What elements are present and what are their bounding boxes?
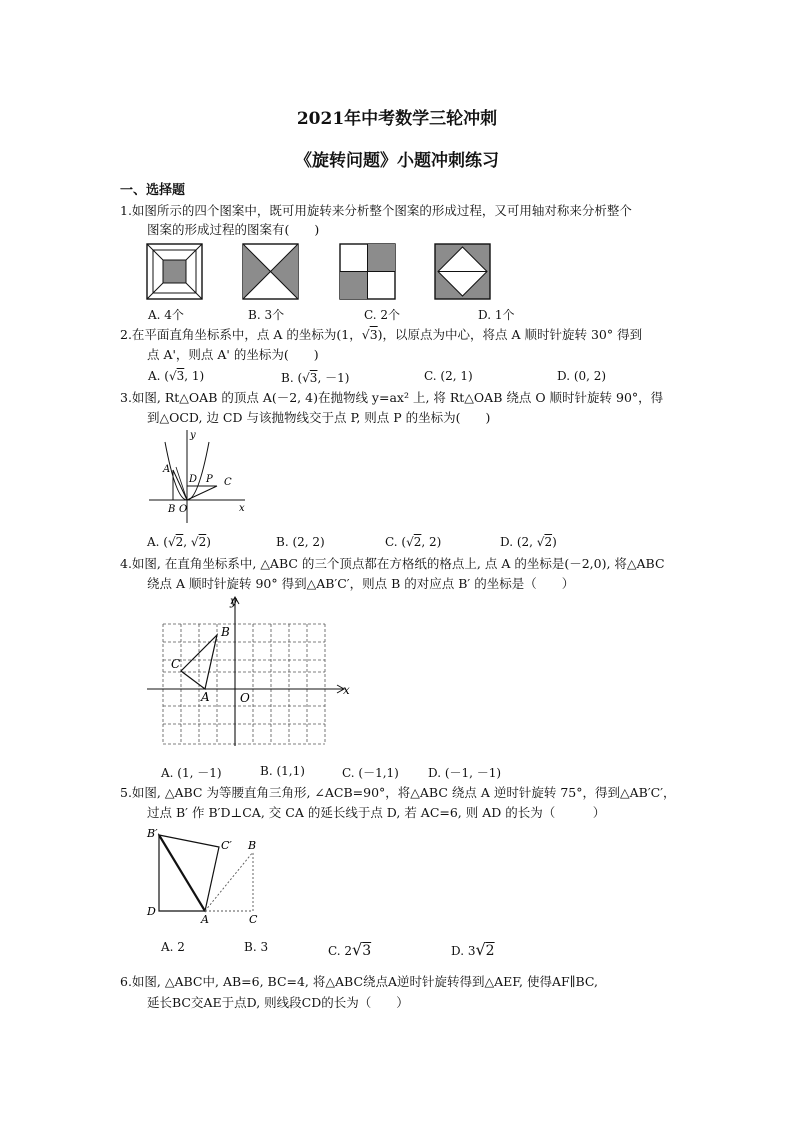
q1-patterns-figure (146, 243, 566, 301)
q5-stem-line1: 5.如图, △ABC 为等腰直角三角形, ∠ACB=90°，将△ABC 绕点 A 逆时针旋转 75°，得到△AB′C′， (120, 785, 676, 800)
q4-grid-figure (143, 594, 358, 749)
q5-label-b: B (248, 839, 257, 852)
q5-original-triangle (205, 852, 253, 911)
q5-label-a: A (201, 913, 209, 925)
section-heading: 一、选择题 (120, 183, 186, 198)
q2-stem-line2: 点 A'，则点 A' 的坐标为( ) (147, 347, 319, 362)
q4-dashed-grid (163, 624, 325, 744)
q4-option-c[interactable]: C. (－1,1) (342, 766, 399, 780)
q1-pattern-a (147, 244, 202, 299)
q1-option-c[interactable]: C. 2个 (364, 308, 401, 322)
q1-option-b[interactable]: B. 3个 (248, 308, 285, 322)
q4-option-d[interactable]: D. (－1, －1) (428, 766, 502, 780)
q1-pattern-b (243, 244, 298, 299)
q5-segment-bpa (159, 835, 205, 911)
q3-stem-line1: 3.如图, Rt△OAB 的顶点 A(－2, 4)在抛物线 y=ax² 上, 将 Rt△OAB 绕点 O 顺时针旋转 90°，得 (120, 390, 664, 405)
q5-option-d[interactable]: D. 3√2 (451, 940, 495, 959)
q1-pattern-d (435, 244, 490, 299)
q2-option-d[interactable]: D. (0, 2) (557, 369, 607, 383)
q3-label-a: A (163, 464, 171, 475)
q6-stem-line2: 延长BC交AE于点D, 则线段CD的长为（ ） (147, 995, 409, 1010)
q1-stem-line1: 1.如图所示的四个图案中，既可用旋转来分析整个图案的形成过程，又可用轴对称来分析整个 (120, 203, 632, 218)
q3-label-c: C (224, 477, 232, 488)
q4-label-y: y (230, 594, 237, 608)
q4-stem-line2: 绕点 A 顺时针旋转 90° 得到△AB′C′，则点 B 的对应点 B′ 的坐标是（ ） (147, 576, 575, 591)
q4-label-c: C (171, 657, 181, 671)
q2-stem-line1 (120, 327, 642, 343)
q2-option-b[interactable]: B. (√3, －1) (281, 371, 350, 385)
q2-option-a[interactable]: A. (√3, 1) (148, 369, 205, 383)
q4-label-a: A (201, 690, 210, 704)
q1-option-a[interactable]: A. 4个 (148, 308, 184, 322)
q3-label-b: B (168, 504, 176, 515)
q4-stem-line1: 4.如图, 在直角坐标系中, △ABC 的三个顶点都在方格纸的格点上, 点 A 的坐标是(－2,0), 将△ABC (120, 556, 665, 571)
q5-label-cprime: C′ (221, 839, 232, 852)
q5-triangle-figure (145, 825, 270, 925)
q2-option-c[interactable]: C. (2, 1) (424, 369, 473, 383)
q1-option-d[interactable]: D. 1个 (478, 308, 515, 322)
q2-sqrt-arg: 3 (369, 327, 378, 342)
q3-stem-line2: 到△OCD, 边 CD 与该抛物线交于点 P, 则点 P 的坐标为( ) (147, 410, 491, 425)
q4-option-a[interactable]: A. (1, －1) (161, 766, 222, 780)
q5-option-a[interactable]: A. 2 (161, 940, 185, 954)
sqrt-symbol: √ (361, 327, 370, 342)
q3-label-y: y (190, 430, 196, 441)
q4-option-b[interactable]: B. (1,1) (260, 764, 305, 778)
q3-label-x: x (239, 503, 245, 514)
q3-parabola-figure (147, 427, 247, 527)
q3-label-p: P (206, 474, 213, 485)
q3-option-b[interactable]: B. (2, 2) (276, 535, 325, 549)
q3-label-d: D (189, 474, 198, 485)
q4-label-x: x (343, 683, 350, 697)
q4-label-b: B (221, 625, 230, 639)
q2-stem-part2: )，以原点为中心，将点 A 顺时针旋转 30° 得到 (377, 327, 643, 342)
page-subtitle: 《旋转问题》小题冲刺练习 (295, 151, 499, 171)
q5-stem-line2: 过点 B′ 作 B′D⊥CA, 交 CA 的延长线于点 D, 若 AC=6, 则 AD 的长为（ ） (147, 805, 606, 820)
page-title: 2021年中考数学三轮冲刺 (296, 109, 498, 129)
q6-stem-line1: 6.如图, △ABC中, AB=6, BC=4, 将△ABC绕点A逆时针旋转得到△AEF, 使得AF∥BC, (120, 974, 598, 989)
q3-option-c[interactable]: C. (√2, 2) (385, 535, 442, 549)
q3-option-d[interactable]: D. (2, √2) (500, 535, 557, 549)
q5-label-bprime: B′ (147, 827, 158, 840)
q1-stem-line2: 图案的形成过程的图案有( ) (147, 222, 320, 237)
q5-option-b[interactable]: B. 3 (244, 940, 269, 954)
q3-option-a[interactable]: A. (√2, √2) (147, 535, 211, 549)
q5-label-d: D (147, 905, 156, 918)
q5-label-c: C (249, 913, 258, 925)
q5-option-c[interactable]: C. 2√3 (328, 940, 372, 959)
q3-label-o: O (179, 504, 188, 515)
q2-stem-part1: 2.在平面直角坐标系中，点 A 的坐标为(1， (120, 327, 362, 342)
q1-pattern-c (340, 244, 395, 299)
q4-label-o: O (240, 691, 250, 705)
